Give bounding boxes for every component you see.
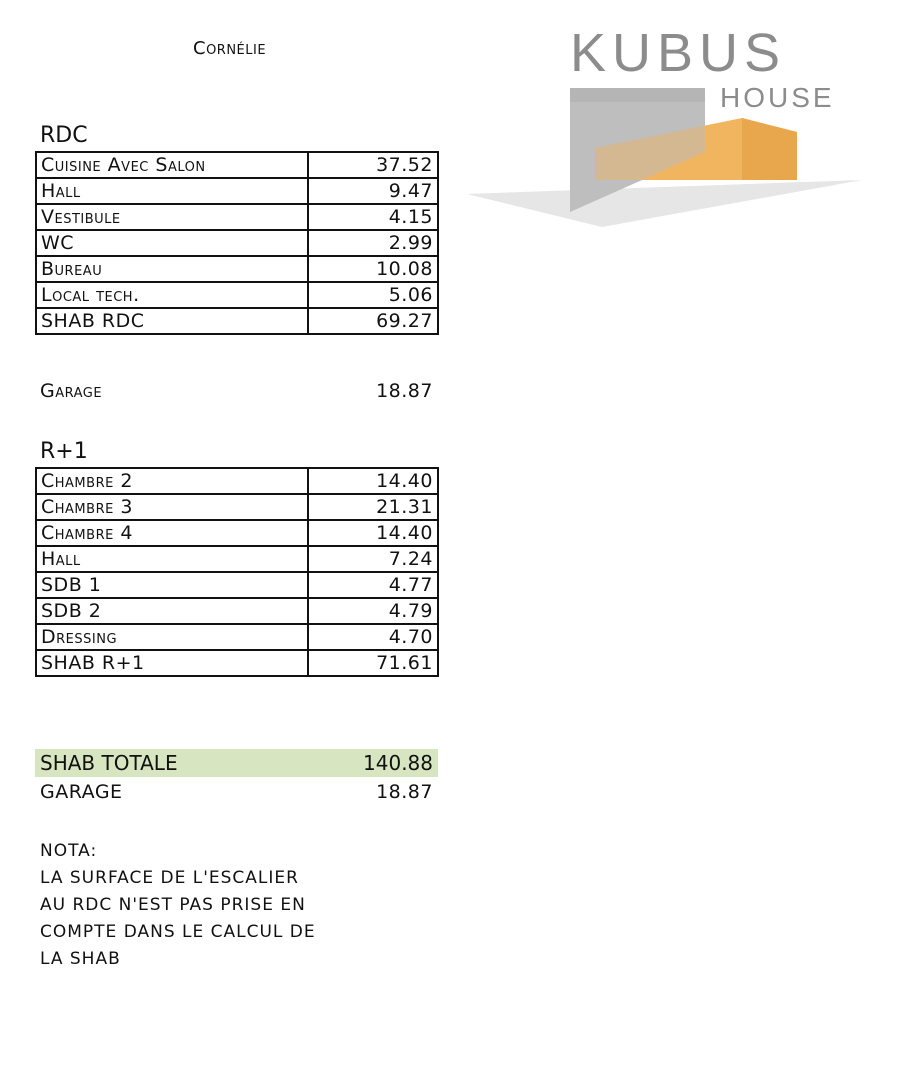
logo-main-text: KUBUS [570, 23, 787, 83]
summary-garage-row [40, 781, 433, 803]
rdc-heading: RDC [40, 123, 88, 148]
page-title: Cornélie [193, 38, 267, 59]
room-area: 21.31 [308, 494, 438, 520]
table-row [36, 178, 438, 204]
shab-totale-value: 140.88 [363, 751, 433, 775]
room-name: Hall [36, 546, 308, 572]
room-name: Vestibule [36, 204, 308, 230]
room-name: Local tech. [36, 282, 308, 308]
total-value: 71.61 [308, 650, 438, 676]
total-label: SHAB RDC [36, 308, 308, 334]
rdc-table [35, 151, 439, 335]
room-area: 5.06 [308, 282, 438, 308]
room-name: SDB 2 [36, 598, 308, 624]
room-name: Chambre 4 [36, 520, 308, 546]
kubus-house-logo [462, 22, 867, 232]
room-area: 7.24 [308, 546, 438, 572]
garage-value: 18.87 [376, 380, 433, 402]
logo-sub-text: HOUSE [720, 82, 835, 113]
total-row [36, 650, 438, 676]
nota-line: AU RDC N'EST PAS PRISE EN [40, 895, 306, 915]
nota-line: COMPTE DANS LE CALCUL DE [40, 922, 316, 942]
garage-row [40, 380, 433, 402]
room-name: Hall [36, 178, 308, 204]
table-row [36, 230, 438, 256]
room-area: 4.70 [308, 624, 438, 650]
room-area: 14.40 [308, 468, 438, 494]
room-name: Bureau [36, 256, 308, 282]
total-value: 69.27 [308, 308, 438, 334]
table-row [36, 152, 438, 178]
summary-garage-label: GARAGE [40, 781, 123, 803]
room-name: WC [36, 230, 308, 256]
table-row [36, 282, 438, 308]
room-area: 14.40 [308, 520, 438, 546]
table-row [36, 546, 438, 572]
room-name: SDB 1 [36, 572, 308, 598]
summary-garage-value: 18.87 [376, 781, 433, 803]
table-row [36, 598, 438, 624]
table-row [36, 572, 438, 598]
table-row [36, 520, 438, 546]
room-name: Chambre 3 [36, 494, 308, 520]
nota-line: LA SURFACE DE L'ESCALIER [40, 868, 299, 888]
nota-label: NOTA: [40, 841, 98, 861]
garage-label: Garage [40, 380, 103, 402]
room-area: 4.79 [308, 598, 438, 624]
shab-totale-label: SHAB TOTALE [40, 751, 178, 775]
r1-table [35, 467, 439, 677]
room-area: 2.99 [308, 230, 438, 256]
table-row [36, 624, 438, 650]
room-area: 9.47 [308, 178, 438, 204]
table-row [36, 256, 438, 282]
room-name: Cuisine Avec Salon [36, 152, 308, 178]
total-label: SHAB R+1 [36, 650, 308, 676]
shab-totale-row [35, 749, 438, 777]
room-area: 4.77 [308, 572, 438, 598]
table-row [36, 494, 438, 520]
room-name: Chambre 2 [36, 468, 308, 494]
nota-block [40, 838, 340, 973]
table-row [36, 204, 438, 230]
room-name: Dressing [36, 624, 308, 650]
room-area: 4.15 [308, 204, 438, 230]
room-area: 10.08 [308, 256, 438, 282]
total-row [36, 308, 438, 334]
table-row [36, 468, 438, 494]
nota-line: LA SHAB [40, 949, 121, 969]
r1-heading: R+1 [40, 439, 88, 464]
room-area: 37.52 [308, 152, 438, 178]
